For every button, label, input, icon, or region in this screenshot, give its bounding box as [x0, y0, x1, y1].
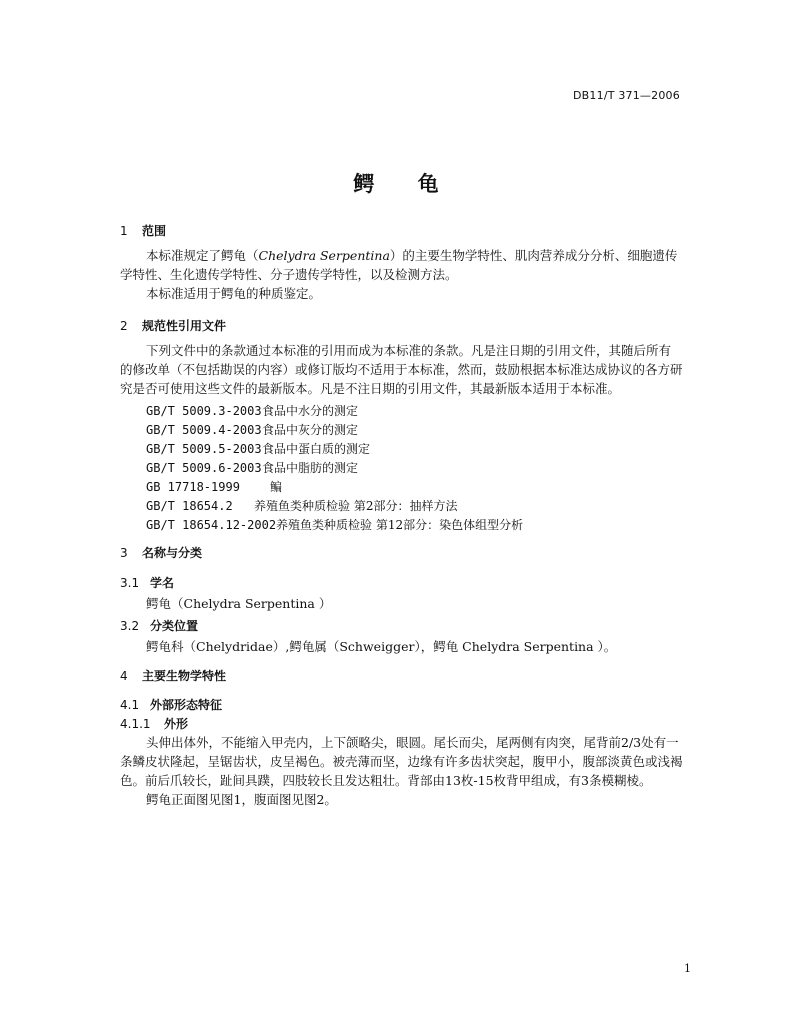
reference-item: GB/T 5009.3-2003食品中水分的测定: [146, 404, 359, 418]
section-number: 1: [120, 224, 128, 238]
section-title: 规范性引用文件: [142, 319, 227, 333]
section-4-paragraph: [120, 733, 683, 809]
text-line: 究是否可使用这些文件的最新版本。凡是不注日期的引用文件，其最新版本适用于本标准。: [120, 381, 621, 396]
text-line: 的修改单（不包括勘误的内容）或修订版均不适用于本标准，然而，鼓励根据本标准达成协议的各方研: [120, 362, 683, 377]
scientific-name-text: 鳄龟（Chelydra Serpentina ）: [146, 596, 332, 611]
text-line: 下列文件中的条款通过本标准的引用而成为本标准的条款。凡是注日期的引用文件，其随后所有: [146, 343, 672, 358]
section-1-paragraph: [120, 246, 677, 303]
section-number: 3: [120, 546, 128, 560]
section-3-heading: [120, 544, 202, 561]
document-code: DB11/T 371—2006: [573, 89, 680, 102]
classification-text: 鳄龟科（Chelydridae）,鳄龟属（Schweigger），鳄龟 Chelydra Serpentina ）。: [146, 639, 617, 654]
text-line: 学特性、生化遗传学特性、分子遗传学特性，以及检测方法。: [120, 267, 458, 282]
text-line: 头伸出体外，不能缩入甲壳内，上下颌略尖，眼圆。尾长而尖，尾两侧有肉突，尾背前2/3处有一: [146, 735, 679, 750]
reference-item: GB/T 5009.4-2003食品中灰分的测定: [146, 423, 359, 437]
text-line: 本标准适用于鳄龟的种质鉴定。: [146, 286, 322, 301]
subsection-3-2-heading: [120, 617, 198, 634]
text-line: 鳄龟正面图见图1，腹面图见图2。: [146, 792, 337, 807]
subsection-3-1-heading: [120, 574, 174, 591]
section-title: 名称与分类: [142, 546, 203, 560]
reference-item: GB/T 18654.2 养殖鱼类种质检验 第2部分：抽样方法: [146, 499, 458, 513]
section-number: 4: [120, 669, 128, 683]
reference-item: GB/T 18654.12-2002养殖鱼类种质检验 第12部分：染色体组型分析: [146, 518, 524, 532]
subsection-title: 外部形态特征: [150, 698, 223, 712]
section-number: 2: [120, 319, 128, 333]
page-title: 鳄 龟: [353, 171, 457, 196]
section-title: 主要生物学特性: [142, 669, 227, 683]
subsection-number: 4.1.1: [120, 717, 151, 731]
subsection-title: 学名: [150, 576, 175, 590]
text-line: 条鳞皮状隆起，呈锯齿状，皮呈褐色。被壳薄而坚，边缘有许多齿状突起，腹甲小，腹部淡黄色或浅褐: [120, 754, 683, 769]
section-1-heading: [120, 222, 166, 239]
text-line: 本标准规定了鳄龟（Chelydra Serpentina）的主要生物学特性、肌肉营养成分分析、细胞遗传: [146, 248, 678, 263]
reference-item: GB/T 5009.5-2003食品中蛋白质的测定: [146, 442, 371, 456]
species-name: Chelydra Serpentina: [258, 248, 390, 263]
section-title: 范围: [142, 224, 167, 238]
subsection-4-1-heading: [120, 696, 222, 713]
section-2-paragraph: [120, 341, 683, 398]
subsection-number: 3.2: [120, 619, 140, 633]
reference-item: GB/T 5009.6-2003食品中脂肪的测定: [146, 461, 359, 475]
subsection-number: 4.1: [120, 698, 140, 712]
subsection-number: 3.1: [120, 576, 140, 590]
reference-item: GB 17718-1999 鳊: [146, 480, 283, 494]
page-number: 1: [684, 962, 691, 975]
subsection-title: 外形: [164, 717, 189, 731]
section-4-heading: [120, 667, 226, 684]
subsection-4-1-1-heading: [120, 715, 188, 732]
text-line: 色。前后爪较长，趾间具蹼，四肢较长且发达粗壮。背部由13枚-15枚背甲组成，有3条模糊棱。: [120, 773, 652, 788]
subsection-title: 分类位置: [150, 619, 199, 633]
section-2-heading: [120, 317, 226, 334]
